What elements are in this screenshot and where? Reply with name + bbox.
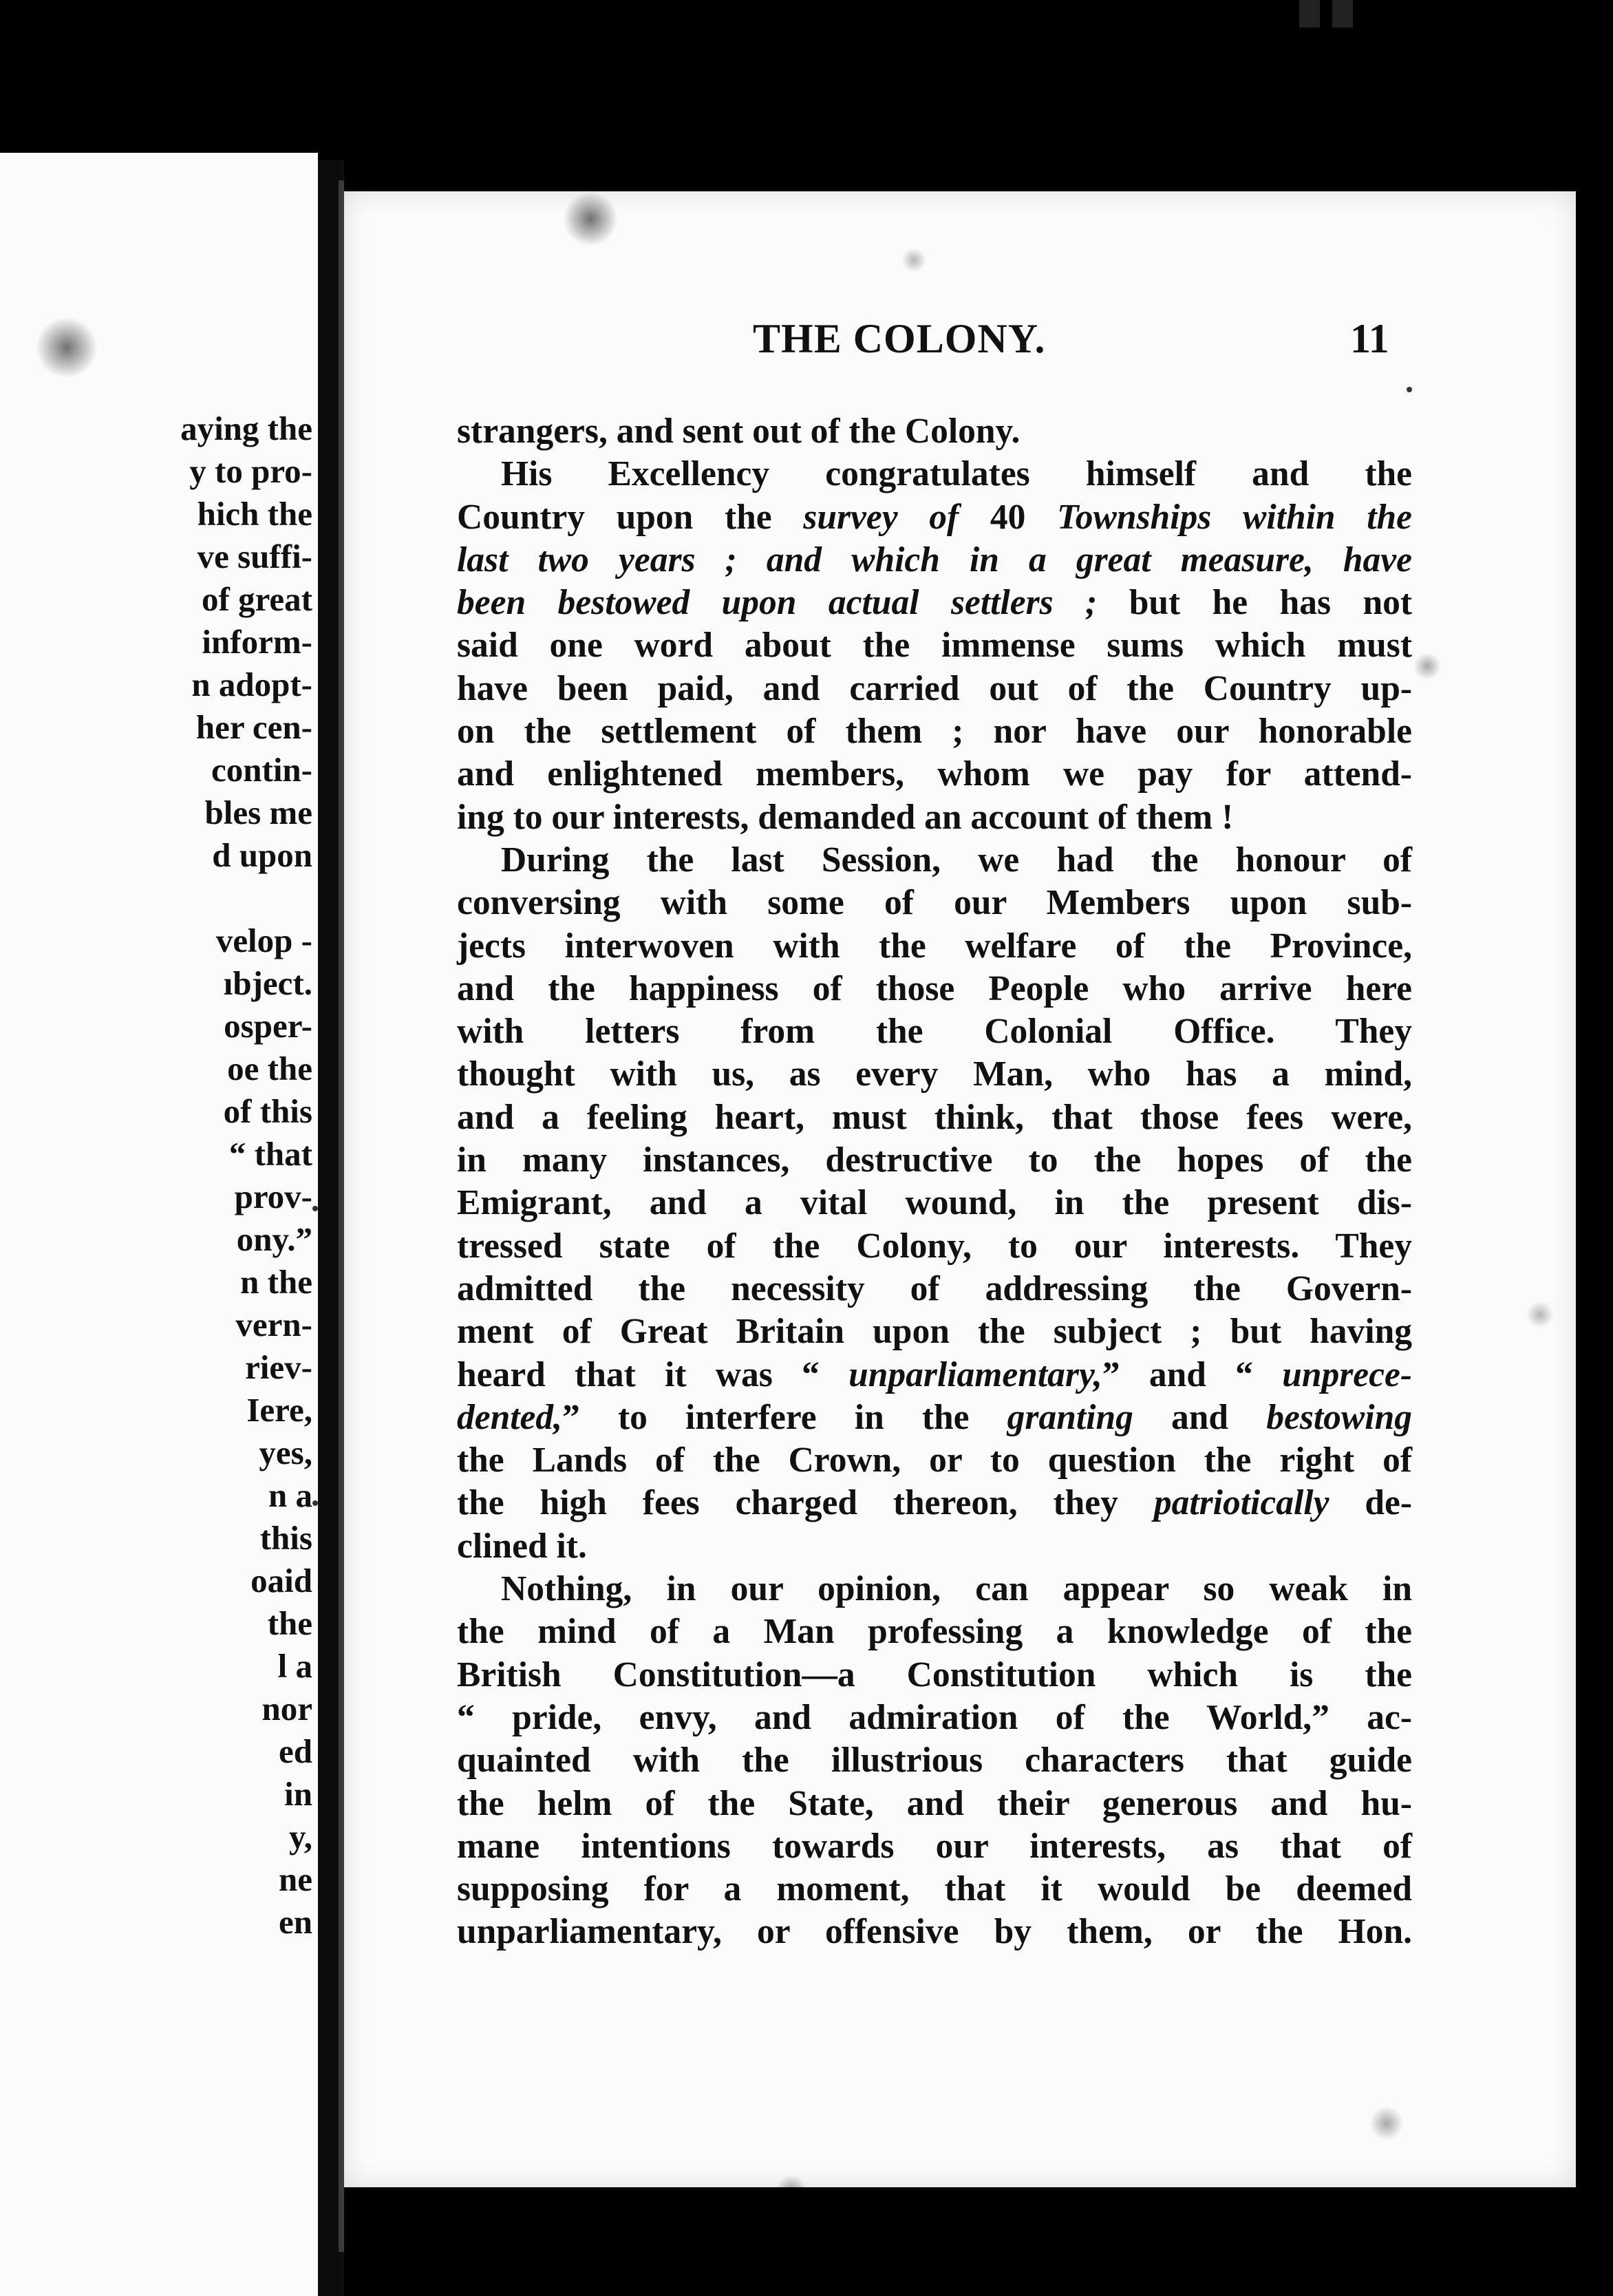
left-page xyxy=(0,153,318,2296)
stray-mark xyxy=(312,1206,318,1211)
text-line xyxy=(457,882,1412,924)
text-line xyxy=(457,624,1412,667)
ink-blot xyxy=(1526,1301,1554,1328)
left-page-fragment-line: riev- xyxy=(245,1348,312,1386)
book-spine xyxy=(339,180,344,2252)
text-line xyxy=(457,1482,1412,1524)
text-line xyxy=(457,668,1412,710)
text-line xyxy=(457,1268,1412,1310)
italic-text: dented, xyxy=(457,1397,563,1437)
roman-text: have been paid, and carried out of the Country up- xyxy=(457,668,1412,708)
italic-text: granting xyxy=(1007,1397,1133,1437)
text-line xyxy=(457,1783,1412,1825)
roman-text: said one word about the immense sums which must xyxy=(457,626,1412,666)
left-page-fragment-line: ve suffi- xyxy=(197,538,312,575)
ink-blot xyxy=(901,248,926,273)
text-line xyxy=(457,496,1412,539)
italic-text: last two years ; and which in a great measure, have xyxy=(457,540,1412,580)
roman-text: thought with us, as every Man, who has a mind, xyxy=(457,1054,1412,1094)
text-line xyxy=(457,1310,1412,1353)
text-line xyxy=(457,1739,1412,1782)
left-page-fragment-column xyxy=(180,407,312,1944)
left-page-fragment-line: Iere, xyxy=(246,1391,312,1429)
text-line xyxy=(457,1139,1412,1182)
left-page-fragment-line: ony.” xyxy=(236,1220,312,1258)
italic-text: unprece- xyxy=(1282,1354,1412,1394)
left-page-fragment-line: bles me xyxy=(204,794,312,831)
roman-text: jects interwoven with the welfare of the Province, xyxy=(457,926,1412,966)
left-page-fragment-line: in xyxy=(284,1775,312,1813)
text-line xyxy=(457,1225,1412,1268)
left-page-fragment-line: this xyxy=(259,1519,312,1557)
left-page-fragment-line: inform- xyxy=(202,623,312,661)
roman-text: “ pride, envy, and admiration of the World,” ac- xyxy=(457,1697,1412,1737)
left-page-fragment-line: l a xyxy=(277,1647,312,1685)
roman-text: ing to our interests, demanded an account of them ! xyxy=(457,797,1234,837)
text-line xyxy=(457,1568,1412,1611)
roman-text: Nothing, in our opinion, can appear so weak in xyxy=(501,1569,1412,1609)
roman-text: admitted the necessity of addressing the Govern- xyxy=(457,1268,1412,1308)
text-line xyxy=(457,1911,1412,1953)
body-text xyxy=(457,410,1412,1954)
text-line xyxy=(457,1697,1412,1739)
left-page-fragment-line: nor xyxy=(261,1690,312,1728)
roman-text: conversing with some of our Members upon sub- xyxy=(457,883,1412,923)
stray-mark xyxy=(312,1500,318,1506)
left-page-fragment-line: contin- xyxy=(211,751,312,789)
roman-text: the Lands of the Crown, or to question the right of xyxy=(457,1441,1412,1480)
text-line xyxy=(457,582,1412,624)
roman-text: the helm of the State, and their generous and hu- xyxy=(457,1783,1412,1823)
left-page-fragment-line: prov- xyxy=(234,1178,312,1215)
roman-text: and xyxy=(1133,1397,1267,1437)
left-page-fragment-line: osper- xyxy=(224,1007,312,1045)
roman-text: During the last Session, we had the honour of xyxy=(501,840,1412,880)
italic-text: patriotically xyxy=(1153,1483,1329,1523)
text-line xyxy=(457,796,1412,839)
left-page-fragment-line: oaid xyxy=(250,1562,312,1599)
roman-text: de- xyxy=(1329,1483,1412,1523)
left-page-fragment-line: aying the xyxy=(180,410,312,447)
italic-text: Townships within the xyxy=(1057,497,1413,537)
roman-text: ” to interfere in the xyxy=(562,1397,1007,1437)
left-page-fragment-line: n the xyxy=(240,1263,312,1301)
left-page-fragment-line: ıbject. xyxy=(223,964,312,1002)
text-line xyxy=(457,1868,1412,1911)
running-head: THE COLONY. xyxy=(753,316,1046,361)
roman-text: tressed state of the Colony, to our interests. They xyxy=(457,1226,1412,1266)
left-page-fragment-line: of great xyxy=(202,580,312,618)
left-page-fragment-line: y to pro- xyxy=(189,452,312,490)
left-page-fragment-line: en xyxy=(279,1903,312,1941)
left-page-fragment-line: the xyxy=(267,1604,312,1642)
text-line xyxy=(457,1654,1412,1697)
text-line xyxy=(457,753,1412,796)
text-line xyxy=(457,453,1412,496)
roman-text: and a feeling heart, must think, that those fees were, xyxy=(457,1097,1412,1137)
ink-blot xyxy=(1413,652,1441,680)
roman-text: and enlightened members, whom we pay for attend- xyxy=(457,754,1412,794)
italic-text: been bestowed upon actual settlers ; xyxy=(457,583,1098,623)
left-page-fragment-line: n adopt- xyxy=(191,666,312,703)
text-line xyxy=(457,1525,1412,1568)
roman-text: ” and “ xyxy=(1102,1354,1283,1394)
ink-blot xyxy=(563,191,618,246)
ink-blot xyxy=(1369,2106,1404,2140)
roman-text: ment of Great Britain upon the subject ; but having xyxy=(457,1312,1412,1352)
roman-text: the mind of a Man professing a knowledge of the xyxy=(457,1612,1412,1652)
stray-mark xyxy=(1407,387,1412,392)
roman-text: the high fees charged thereon, they xyxy=(457,1483,1154,1523)
left-page-fragment-line: hich the xyxy=(197,495,312,533)
roman-text: British Constitution—a Constitution which is the xyxy=(457,1655,1412,1694)
text-line xyxy=(457,1053,1412,1096)
roman-text: but he has not xyxy=(1097,583,1412,623)
scan-corner-mark xyxy=(1332,0,1353,28)
roman-text: unparliamentary, or offensive by them, or the Hon. xyxy=(457,1912,1412,1952)
text-line xyxy=(457,710,1412,753)
left-page-fragment-line: ed xyxy=(279,1732,312,1770)
text-line xyxy=(457,925,1412,968)
roman-text: 40 xyxy=(959,497,1058,537)
roman-text: with letters from the Colonial Office. They xyxy=(457,1012,1412,1052)
roman-text: and the happiness of those People who arrive here xyxy=(457,968,1412,1008)
roman-text: mane intentions towards our interests, as that of xyxy=(457,1826,1412,1866)
left-page-fragment-line: oe the xyxy=(227,1050,312,1087)
roman-text: Emigrant, and a vital wound, in the present dis- xyxy=(457,1183,1412,1223)
italic-text: survey of xyxy=(803,497,959,537)
roman-text: strangers, and sent out of the Colony. xyxy=(457,412,1021,451)
italic-text: bestowing xyxy=(1266,1397,1412,1437)
italic-text: unparliamentary, xyxy=(848,1354,1102,1394)
roman-text: quainted with the illustrious characters that guide xyxy=(457,1741,1412,1781)
left-page-fragment-line xyxy=(180,877,312,920)
left-page-fragment-line: of this xyxy=(223,1092,312,1130)
left-page-fragment-line: d upon xyxy=(212,836,312,874)
text-line xyxy=(457,1611,1412,1653)
roman-text: on the settlement of them ; nor have our honorable xyxy=(457,712,1412,752)
text-line xyxy=(457,1182,1412,1224)
page-number: 11 xyxy=(1350,316,1389,361)
ink-blot xyxy=(36,317,98,379)
text-line xyxy=(457,1396,1412,1439)
text-line xyxy=(457,968,1412,1010)
text-line xyxy=(457,1354,1412,1396)
roman-text: His Excellency congratulates himself and the xyxy=(501,454,1412,494)
text-line xyxy=(457,1096,1412,1139)
ink-blot xyxy=(776,2175,807,2205)
left-page-fragment-line: velop - xyxy=(215,922,312,959)
text-line xyxy=(457,839,1412,882)
text-line xyxy=(457,1439,1412,1482)
scan-corner-mark xyxy=(1299,0,1320,28)
roman-text: supposing for a moment, that it would be deemed xyxy=(457,1869,1412,1909)
roman-text: Country upon the xyxy=(457,497,804,537)
text-line xyxy=(457,1010,1412,1053)
left-page-fragment-line: y, xyxy=(288,1818,312,1856)
left-page-fragment-line: ne xyxy=(279,1860,312,1898)
left-page-fragment-line: her cen- xyxy=(195,708,312,746)
roman-text: in many instances, destructive to the hopes of the xyxy=(457,1140,1412,1180)
left-page-fragment-line: vern- xyxy=(235,1306,312,1343)
roman-text: clined it. xyxy=(457,1526,587,1566)
left-page-fragment-line: n a xyxy=(268,1476,312,1514)
text-line xyxy=(457,410,1412,453)
left-page-fragment-line: yes, xyxy=(259,1434,312,1471)
text-line xyxy=(457,539,1412,582)
roman-text: heard that it was “ xyxy=(457,1354,849,1394)
left-page-fragment-line: “ that xyxy=(228,1135,312,1173)
text-line xyxy=(457,1825,1412,1868)
